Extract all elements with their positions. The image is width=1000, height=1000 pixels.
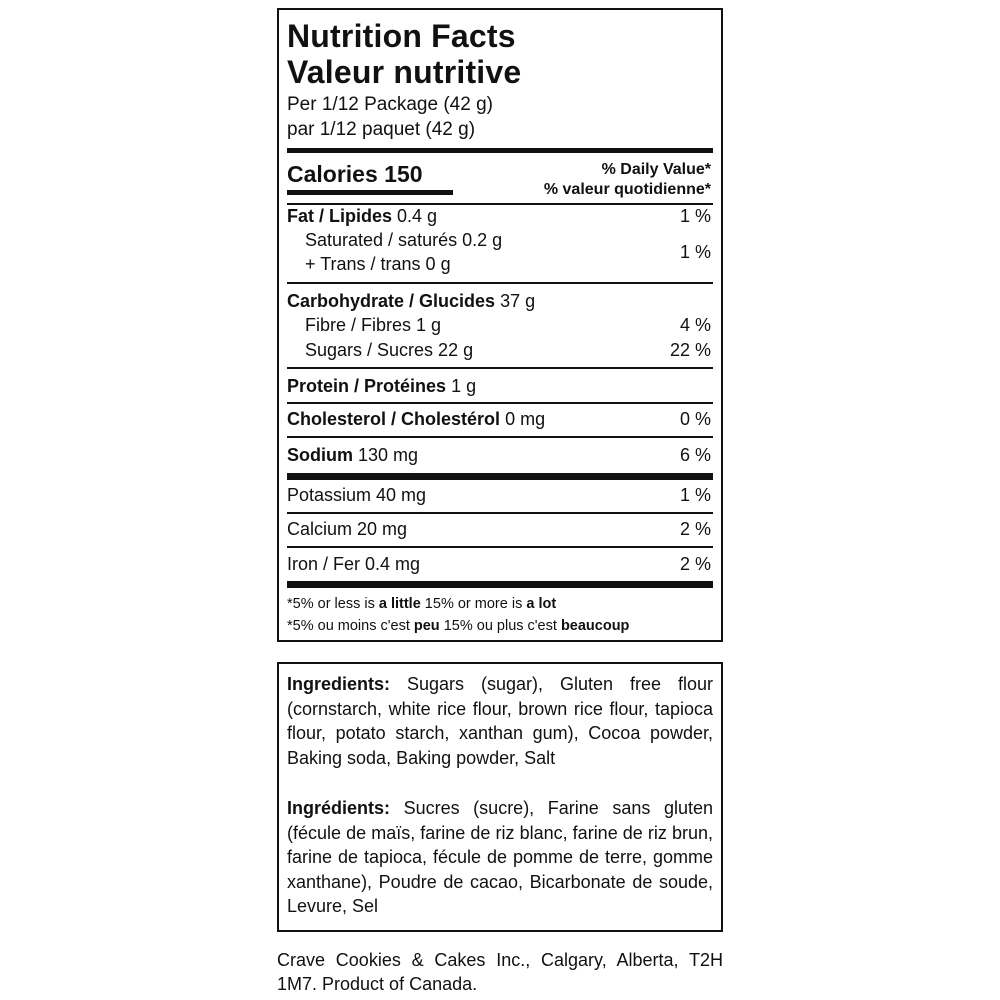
calories-value: 150 [384, 161, 423, 187]
ingredients-fr-label: Ingrédients: [287, 798, 391, 818]
serving-size-en: Per 1/12 Package (42 g) [287, 94, 493, 115]
serving-size-fr: par 1/12 paquet (42 g) [287, 119, 476, 140]
protein-amount: 1 g [451, 376, 477, 396]
sodium-amount: 130 mg [358, 445, 419, 465]
row-calcium [287, 517, 711, 541]
ingredients-fr [287, 796, 713, 919]
carbohydrate-label: Carbohydrate / Glucides [287, 291, 496, 311]
divider [287, 546, 713, 548]
calories [287, 160, 423, 188]
footnote-en-text: *5% or less is [287, 596, 379, 612]
row-iron [287, 552, 711, 576]
fat-amount: 0.4 g [397, 206, 438, 226]
row-fat [287, 204, 711, 228]
row-carbohydrate [287, 289, 711, 313]
divider [287, 282, 713, 284]
calories-label: Calories [287, 161, 378, 187]
fat-dv: 1 % [679, 206, 711, 226]
iron-dv: 2 % [679, 554, 711, 574]
carbohydrate-amount: 37 g [500, 291, 536, 311]
thick-divider [287, 581, 713, 588]
footnote-fr [287, 615, 629, 637]
sat-trans-dv-row [287, 240, 711, 264]
fat-label: Fat / Lipides [287, 206, 393, 226]
divider [287, 512, 713, 514]
footnote-en-emphasis: a lot [526, 596, 557, 612]
sat-trans-dv: 1 % [679, 242, 711, 262]
thick-divider [287, 148, 713, 153]
trans-label: + Trans / trans 0 g [305, 254, 451, 274]
sodium-label: Sodium [287, 445, 353, 465]
calories-underline [287, 190, 453, 195]
potassium-label: Potassium 40 mg [287, 485, 427, 505]
cholesterol-amount: 0 mg [505, 409, 546, 429]
ingredients-en-label: Ingredients: [287, 674, 391, 694]
sugars-dv: 22 % [669, 340, 711, 360]
row-cholesterol [287, 407, 711, 431]
nutrition-title-en: Nutrition Facts [287, 18, 516, 54]
fibre-label: Fibre / Fibres 1 g [305, 315, 442, 335]
ingredients-en-text: Sugars (sugar), Gluten free flour (cornstarch, white rice flour, brown rice flour, tapioca flour, potato starch, xanthan gum), Cocoa powder, Baking soda, Baking powder, Salt [287, 674, 713, 768]
footnote-fr-emphasis: peu [413, 618, 440, 634]
row-protein [287, 374, 711, 398]
ingredients-fr-text: Sucres (sucre), Farine sans gluten (fécule de maïs, farine de riz blanc, farine de riz brun, farine de tapioca, fécule de pomme de terre, gomme xanthane), Poudre de cacao, Bicarbonate de soude, Levure, Sel [287, 798, 713, 916]
thick-divider [287, 473, 713, 480]
footnote-en-emphasis: a little [378, 596, 421, 612]
row-potassium [287, 483, 711, 507]
protein-label: Protein / Protéines [287, 376, 447, 396]
row-sugars [287, 338, 711, 362]
divider [287, 402, 713, 404]
row-sodium [287, 443, 711, 467]
iron-label: Iron / Fer 0.4 mg [287, 554, 421, 574]
footnote-fr-emphasis: beaucoup [560, 618, 630, 634]
divider [287, 436, 713, 438]
footnote-fr-text: 15% ou plus c'est [439, 618, 561, 634]
daily-value-header-en: % Daily Value* [601, 161, 711, 178]
footnote-en [287, 593, 556, 615]
divider [287, 367, 713, 369]
row-fibre [287, 313, 711, 337]
cholesterol-label: Cholesterol / Cholestérol [287, 409, 501, 429]
sugars-label: Sugars / Sucres 22 g [305, 340, 474, 360]
footnote-fr-text: *5% ou moins c'est [287, 618, 414, 634]
sodium-dv: 6 % [679, 445, 711, 465]
calcium-dv: 2 % [679, 519, 711, 539]
saturated-label: Saturated / saturés 0.2 g [305, 230, 503, 250]
nutrition-title-fr: Valeur nutritive [287, 54, 522, 90]
ingredients-panel [277, 662, 723, 932]
footnote-en-text: 15% or more is [420, 596, 527, 612]
calcium-label: Calcium 20 mg [287, 519, 408, 539]
daily-value-header-fr: % valeur quotidienne* [543, 181, 711, 198]
nutrition-facts-panel [277, 8, 723, 642]
potassium-dv: 1 % [679, 485, 711, 505]
cholesterol-dv: 0 % [679, 409, 711, 429]
fibre-dv: 4 % [679, 315, 711, 335]
company-info: Crave Cookies & Cakes Inc., Calgary, Alberta, T2H 1M7. Product of Canada. [277, 950, 723, 994]
ingredients-en [287, 672, 713, 770]
